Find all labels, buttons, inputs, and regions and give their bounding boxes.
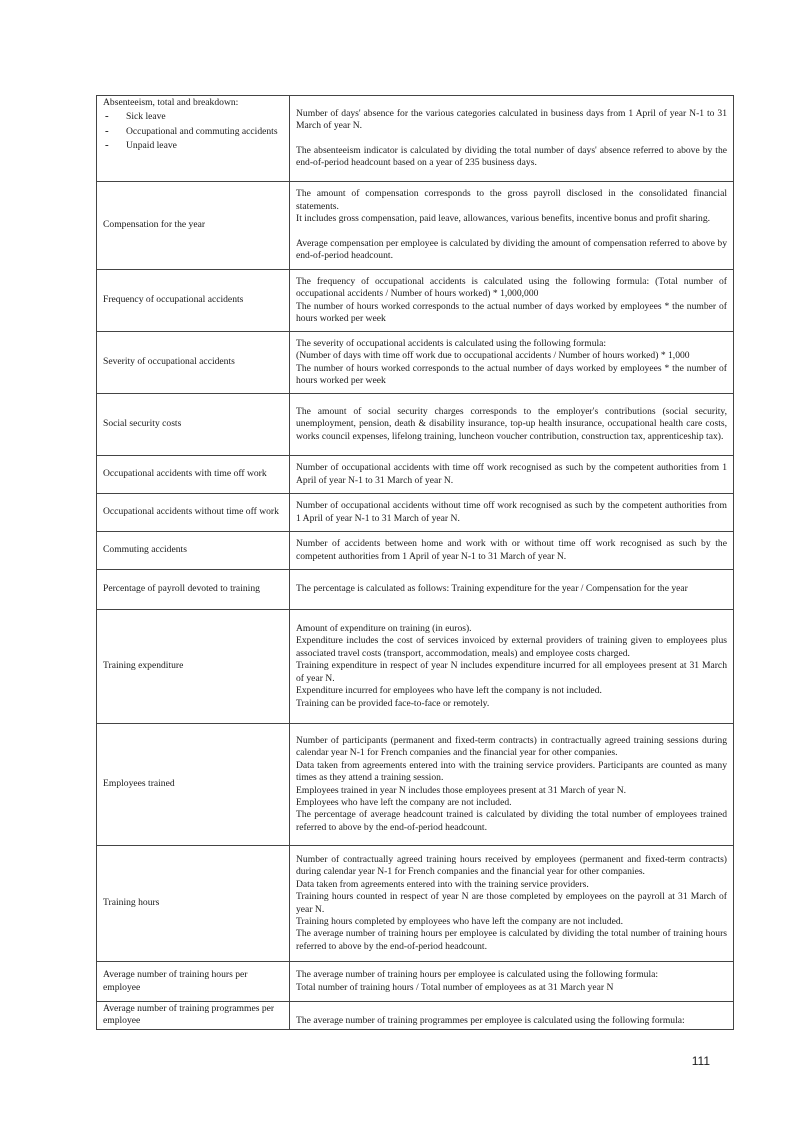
term-subitem-label: Sick leave bbox=[126, 111, 166, 123]
description-paragraph: The frequency of occupational accidents is calculated using the following formula: (Total number of occupational accidents / Number of hours worked) * 1,000,000 bbox=[296, 275, 727, 300]
description-paragraph: The average number of training programmes per employee is calculated using the following formula: bbox=[296, 1015, 685, 1027]
term-label: Social security costs bbox=[103, 418, 182, 430]
description-paragraph: The average number of training hours per employee is calculated by dividing the total number of training hours referred to above by the end-of-period headcount. bbox=[296, 928, 727, 952]
term-cell bbox=[97, 962, 290, 1002]
table-row bbox=[97, 494, 734, 532]
description-paragraph: Amount of expenditure on training (in euros). bbox=[296, 623, 472, 635]
description-paragraph: Training hours counted in respect of year N are those completed by employees on the payroll at 31 March of year N. bbox=[296, 891, 727, 915]
description-cell bbox=[290, 332, 734, 394]
definitions-table-body bbox=[97, 96, 734, 1030]
description-cell bbox=[290, 532, 734, 570]
description-paragraph: Expenditure incurred for employees who have left the company is not included. bbox=[296, 685, 602, 697]
term-label: Training expenditure bbox=[103, 660, 184, 672]
table-row bbox=[97, 570, 734, 610]
description-paragraph: Number of accidents between home and work with or without time off work recognised as such by the competent authorities from 1 April of year N-1 to 31 March of year N. bbox=[296, 538, 727, 562]
term-cell bbox=[97, 610, 290, 724]
description-paragraph: The percentage is calculated as follows: Training expenditure for the year / Compensation for the year bbox=[296, 583, 688, 595]
description-paragraph: The amount of social security charges corresponds to the employer's contributions (social security, unemployment, pension, death & disability insurance, top-up health insurance, occupational health care costs, works council expenses, lifelong training, luncheon voucher contribution, construction tax, apprenticeship tax). bbox=[296, 405, 727, 442]
term-label: Compensation for the year bbox=[103, 219, 206, 231]
term-cell bbox=[97, 182, 290, 270]
description-paragraph: The number of hours worked corresponds to the actual number of days worked by employees * the number of hours worked per week bbox=[296, 300, 727, 324]
paragraph-gap bbox=[296, 133, 727, 145]
term-label: Occupational accidents without time off work bbox=[103, 506, 279, 518]
term-cell bbox=[97, 846, 290, 962]
description-paragraph: Number of occupational accidents without time off work recognised as such by the competent authorities from 1 April of year N-1 to 31 March of year N. bbox=[296, 500, 727, 524]
description-paragraph: The severity of occupational accidents is calculated using the following formula: bbox=[296, 337, 607, 349]
definitions-table bbox=[96, 95, 734, 1030]
table-row bbox=[97, 724, 734, 846]
description-paragraph: Number of occupational accidents with time off work recognised as such by the competent authorities from 1 April of year N-1 to 31 March of year N. bbox=[296, 462, 727, 486]
term-cell bbox=[97, 532, 290, 570]
description-cell bbox=[290, 724, 734, 846]
term-subitem bbox=[103, 111, 283, 123]
dash-bullet-icon: - bbox=[105, 110, 109, 123]
term-label: Occupational accidents with time off work bbox=[103, 468, 267, 480]
term-label: Commuting accidents bbox=[103, 544, 187, 556]
term-subitem-label: Unpaid leave bbox=[126, 140, 177, 152]
description-paragraph: The average number of training hours per employee is calculated using the following formula: bbox=[296, 969, 659, 981]
term-title: Absenteeism, total and breakdown: bbox=[103, 97, 239, 108]
description-paragraph: Average compensation per employee is calculated by dividing the amount of compensation referred to above by end-of-period headcount. bbox=[296, 237, 727, 262]
description-cell bbox=[290, 270, 734, 332]
term-label: Percentage of payroll devoted to training bbox=[103, 583, 260, 595]
table-row bbox=[97, 456, 734, 494]
description-paragraph: Number of participants (permanent and fixed-term contracts) in contractually agreed training sessions during calendar year N-1 for French companies and the financial year for other companies. bbox=[296, 734, 727, 759]
description-paragraph: The absenteeism indicator is calculated by dividing the total number of days' absence referred to above by the end-of-period headcount based on a year of 235 business days. bbox=[296, 144, 727, 168]
term-cell bbox=[97, 494, 290, 532]
description-paragraph: Data taken from agreements entered into with the training service providers. Participants are counted as many times as they attend a training session. bbox=[296, 759, 727, 784]
term-sublist bbox=[103, 111, 283, 152]
description-paragraph: Training expenditure in respect of year N includes expenditure incurred for all employees present at 31 March of year N. bbox=[296, 660, 727, 684]
description-paragraph: Expenditure includes the cost of services invoiced by external providers of training given to employees plus associated travel costs (transport, accommodation, meals) and employee costs charged. bbox=[296, 635, 727, 659]
term-label: Severity of occupational accidents bbox=[103, 356, 235, 368]
table-row bbox=[97, 332, 734, 394]
description-cell bbox=[290, 1002, 734, 1030]
term-label: Employees trained bbox=[103, 778, 175, 790]
description-paragraph: It includes gross compensation, paid leave, allowances, various benefits, incentive bonus and profit sharing. bbox=[296, 213, 711, 225]
description-cell bbox=[290, 182, 734, 270]
description-paragraph: Employees who have left the company are not included. bbox=[296, 796, 512, 808]
description-paragraph: The number of hours worked corresponds to the actual number of days worked by employees * the number of hours worked per week bbox=[296, 362, 727, 386]
table-row bbox=[97, 846, 734, 962]
page-number: 111 bbox=[691, 1054, 710, 1068]
term-cell bbox=[97, 96, 290, 182]
table-row bbox=[97, 610, 734, 724]
description-paragraph: Employees trained in year N includes those employees present at 31 March of year N. bbox=[296, 784, 627, 796]
description-paragraph: Training can be provided face-to-face or remotely. bbox=[296, 697, 490, 709]
term-subitem bbox=[103, 140, 283, 152]
term-cell bbox=[97, 332, 290, 394]
description-cell bbox=[290, 494, 734, 532]
paragraph-gap bbox=[296, 226, 727, 238]
term-cell bbox=[97, 456, 290, 494]
description-paragraph: (Number of days with time off work due to occupational accidents / Number of hours worked) * 1,000 bbox=[296, 350, 690, 362]
description-cell bbox=[290, 846, 734, 962]
term-label: Frequency of occupational accidents bbox=[103, 294, 244, 306]
dash-bullet-icon: - bbox=[105, 139, 109, 152]
description-paragraph: Training hours completed by employees who have left the company are not included. bbox=[296, 915, 624, 927]
description-cell bbox=[290, 456, 734, 494]
description-paragraph: The amount of compensation corresponds to the gross payroll disclosed in the consolidated financial statements. bbox=[296, 188, 727, 212]
term-cell bbox=[97, 270, 290, 332]
dash-bullet-icon: - bbox=[105, 124, 109, 137]
description-paragraph: Number of days' absence for the various categories calculated in business days from 1 April of year N-1 to 31 March of year N. bbox=[296, 107, 727, 132]
table-row bbox=[97, 1002, 734, 1030]
description-paragraph: Data taken from agreements entered into with the training service providers. bbox=[296, 878, 589, 890]
table-row bbox=[97, 270, 734, 332]
term-label: Average number of training programmes per employee bbox=[103, 1003, 275, 1027]
table-row bbox=[97, 182, 734, 270]
description-cell bbox=[290, 610, 734, 724]
term-label: Training hours bbox=[103, 897, 160, 909]
table-row bbox=[97, 962, 734, 1002]
description-cell bbox=[290, 96, 734, 182]
term-subitem-label: Occupational and commuting accidents bbox=[126, 125, 278, 137]
table-row bbox=[97, 532, 734, 570]
description-cell bbox=[290, 962, 734, 1002]
term-cell bbox=[97, 724, 290, 846]
description-paragraph: Number of contractually agreed training hours received by employees (permanent and fixed-term contracts) during calendar year N-1 for French companies and the financial year for other companies. bbox=[296, 853, 727, 878]
term-subitem bbox=[103, 126, 283, 138]
term-cell bbox=[97, 394, 290, 456]
term-label: Average number of training hours per employee bbox=[103, 969, 248, 993]
description-paragraph: The percentage of average headcount trained is calculated by dividing the total number of employees trained referred to above by the end-of-period headcount. bbox=[296, 809, 727, 833]
description-paragraph: Total number of training hours / Total number of employees as at 31 March year N bbox=[296, 981, 614, 993]
term-cell bbox=[97, 1002, 290, 1030]
term-cell bbox=[97, 570, 290, 610]
description-cell bbox=[290, 394, 734, 456]
table-row bbox=[97, 394, 734, 456]
description-cell bbox=[290, 570, 734, 610]
table-row bbox=[97, 96, 734, 182]
